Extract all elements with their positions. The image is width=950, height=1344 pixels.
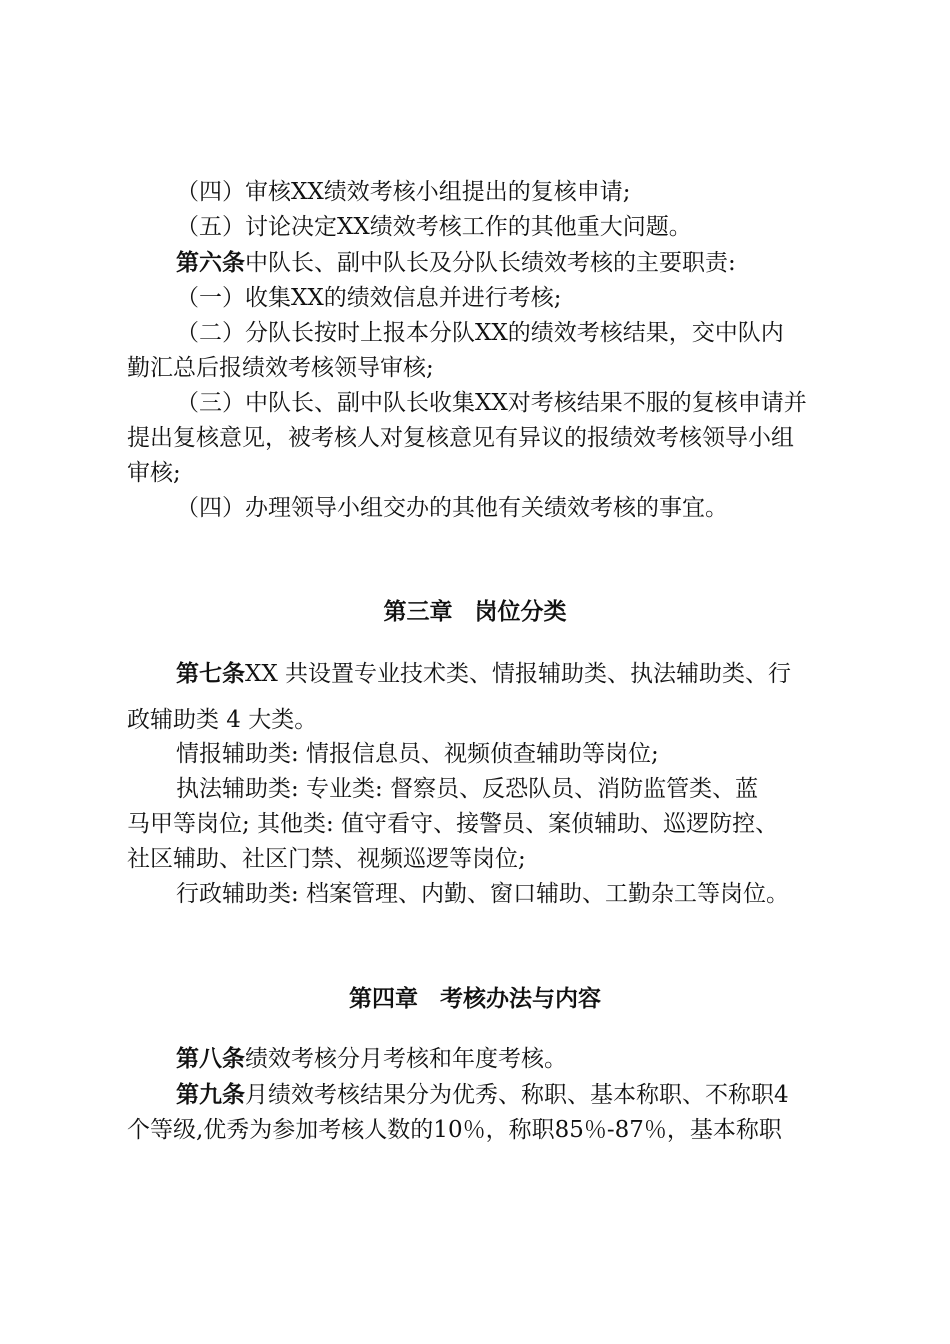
article-7: [176, 659, 876, 689]
paragraph-line: 马甲等岗位; 其他类: 值守看守、接警员、案侦辅助、巡逻防控、: [127, 811, 779, 837]
paragraph-line: 情报辅助类: 情报信息员、视频侦查辅助等岗位;: [176, 741, 659, 767]
paragraph-line: （四）审核XX绩效考核小组提出的复核申请;: [176, 179, 631, 205]
article-text: 绩效考核分月考核和年度考核。: [245, 1046, 567, 1072]
paragraph-line: 勤汇总后报绩效考核领导审核;: [127, 355, 434, 381]
paragraph-line: 审核;: [127, 460, 181, 486]
article-label: 第六条: [176, 250, 245, 276]
paragraph-line: （三）中队长、副中队长收集XX对考核结果不服的复核申请并: [176, 390, 807, 416]
article-text: 中队长、副中队长及分队长绩效考核的主要职责:: [245, 250, 736, 276]
article-text: 月绩效考核结果分为优秀、称职、基本称职、不称职4: [245, 1082, 789, 1108]
article-label: 第九条: [176, 1082, 245, 1108]
paragraph-line: （一）收集XX的绩效信息并进行考核;: [176, 285, 562, 311]
article-9: [176, 1080, 876, 1110]
chapter-heading: [0, 984, 950, 1014]
paragraph-line: 个等级,优秀为参加考核人数的10％，称职85％-87％，基本称职: [127, 1117, 782, 1143]
paragraph-line: （二）分队长按时上报本分队XX的绩效考核结果，交中队内: [176, 320, 784, 346]
article-label: 第七条: [176, 661, 245, 687]
paragraph-line: 行政辅助类: 档案管理、内勤、窗口辅助、工勤杂工等岗位。: [176, 881, 790, 907]
paragraph-line: （五）讨论决定XX绩效考核工作的其他重大问题。: [176, 214, 692, 240]
paragraph-line: （四）办理领导小组交办的其他有关绩效考核的事宜。: [176, 495, 728, 521]
chapter-number: 第三章: [383, 599, 453, 625]
article-6: [176, 248, 876, 278]
chapter-heading: [0, 597, 950, 627]
chapter-title: 岗位分类: [474, 599, 567, 625]
paragraph-line: 政辅助类 4 大类。: [127, 707, 318, 733]
article-8: [176, 1044, 876, 1074]
article-label: 第八条: [176, 1046, 245, 1072]
paragraph-line: 执法辅助类: 专业类: 督察员、反恐队员、消防监管类、蓝: [176, 776, 759, 802]
chapter-title: 考核办法与内容: [440, 986, 601, 1012]
paragraph-line: 提出复核意见，被考核人对复核意见有异议的报绩效考核领导小组: [127, 425, 794, 451]
chapter-number: 第四章: [349, 986, 418, 1012]
article-text: XX 共设置专业技术类、情报辅助类、执法辅助类、行: [245, 661, 792, 687]
paragraph-line: 社区辅助、社区门禁、视频巡逻等岗位;: [127, 846, 526, 872]
